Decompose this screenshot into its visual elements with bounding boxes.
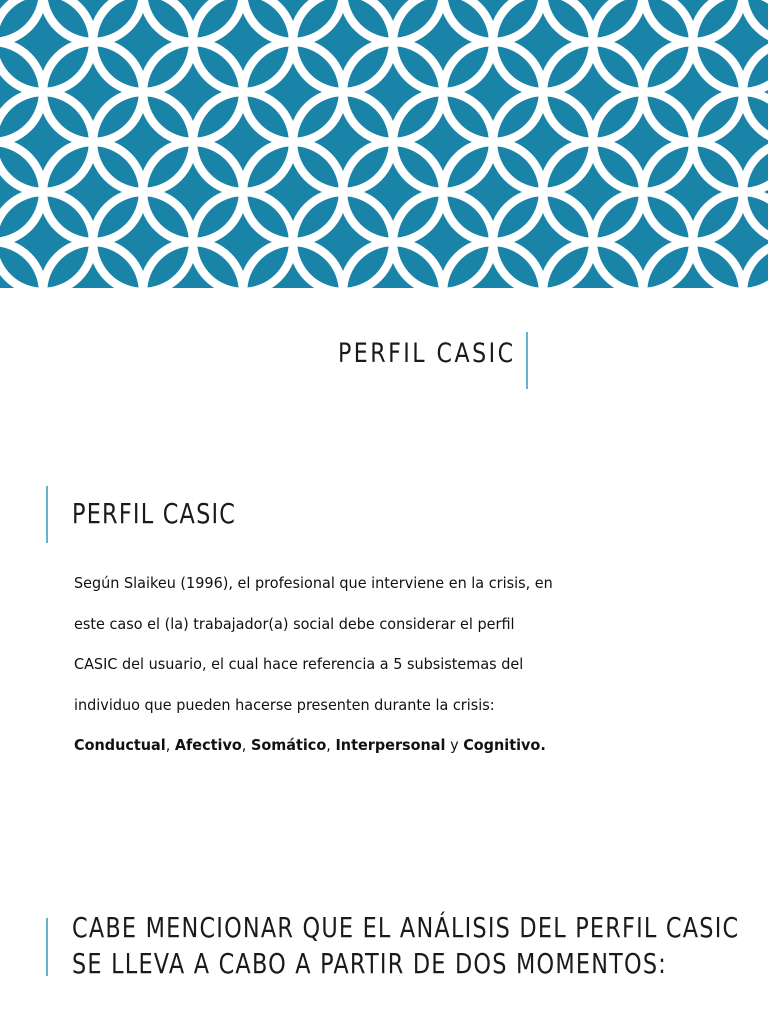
section-heading: PERFIL CASIC [72, 497, 237, 530]
heading-line: CABE MENCIONAR QUE EL ANÁLISIS DEL PERFIL CASIC [72, 911, 740, 944]
paragraph-line: individuo que pueden hacerse presenten durante la crisis: [74, 695, 495, 714]
section-paragraph [74, 563, 632, 766]
paragraph-line: este caso el (la) trabajador(a) social debe considerar el perfil [74, 614, 515, 633]
title-accent-bar [526, 332, 528, 389]
section-heading [72, 910, 739, 982]
subsystem-afectivo: Afectivo [174, 736, 242, 754]
section-accent-bar [46, 918, 48, 976]
paragraph-line: CASIC del usuario, el cual hace referencia a 5 subsistemas del [74, 655, 524, 673]
heading-line: SE LLEVA A CABO A PARTIR DE DOS MOMENTOS: [72, 947, 668, 980]
subsystem-interpersonal: Interpersonal [335, 736, 446, 754]
subsystems-line: Conductual, Afectivo, Somático, Interpersonal y Cognitivo. [74, 736, 546, 754]
slide-title: PERFIL CASIC [337, 338, 516, 369]
decorative-pattern-banner [0, 0, 768, 288]
subsystem-somatico: Somático [250, 736, 327, 754]
subsystem-cognitivo: Cognitivo [463, 736, 541, 754]
subsystem-conductual: Conductual [74, 736, 166, 754]
section-accent-bar [46, 486, 48, 543]
paragraph-line: Según Slaikeu (1996), el profesional que interviene en la crisis, en [74, 574, 553, 592]
